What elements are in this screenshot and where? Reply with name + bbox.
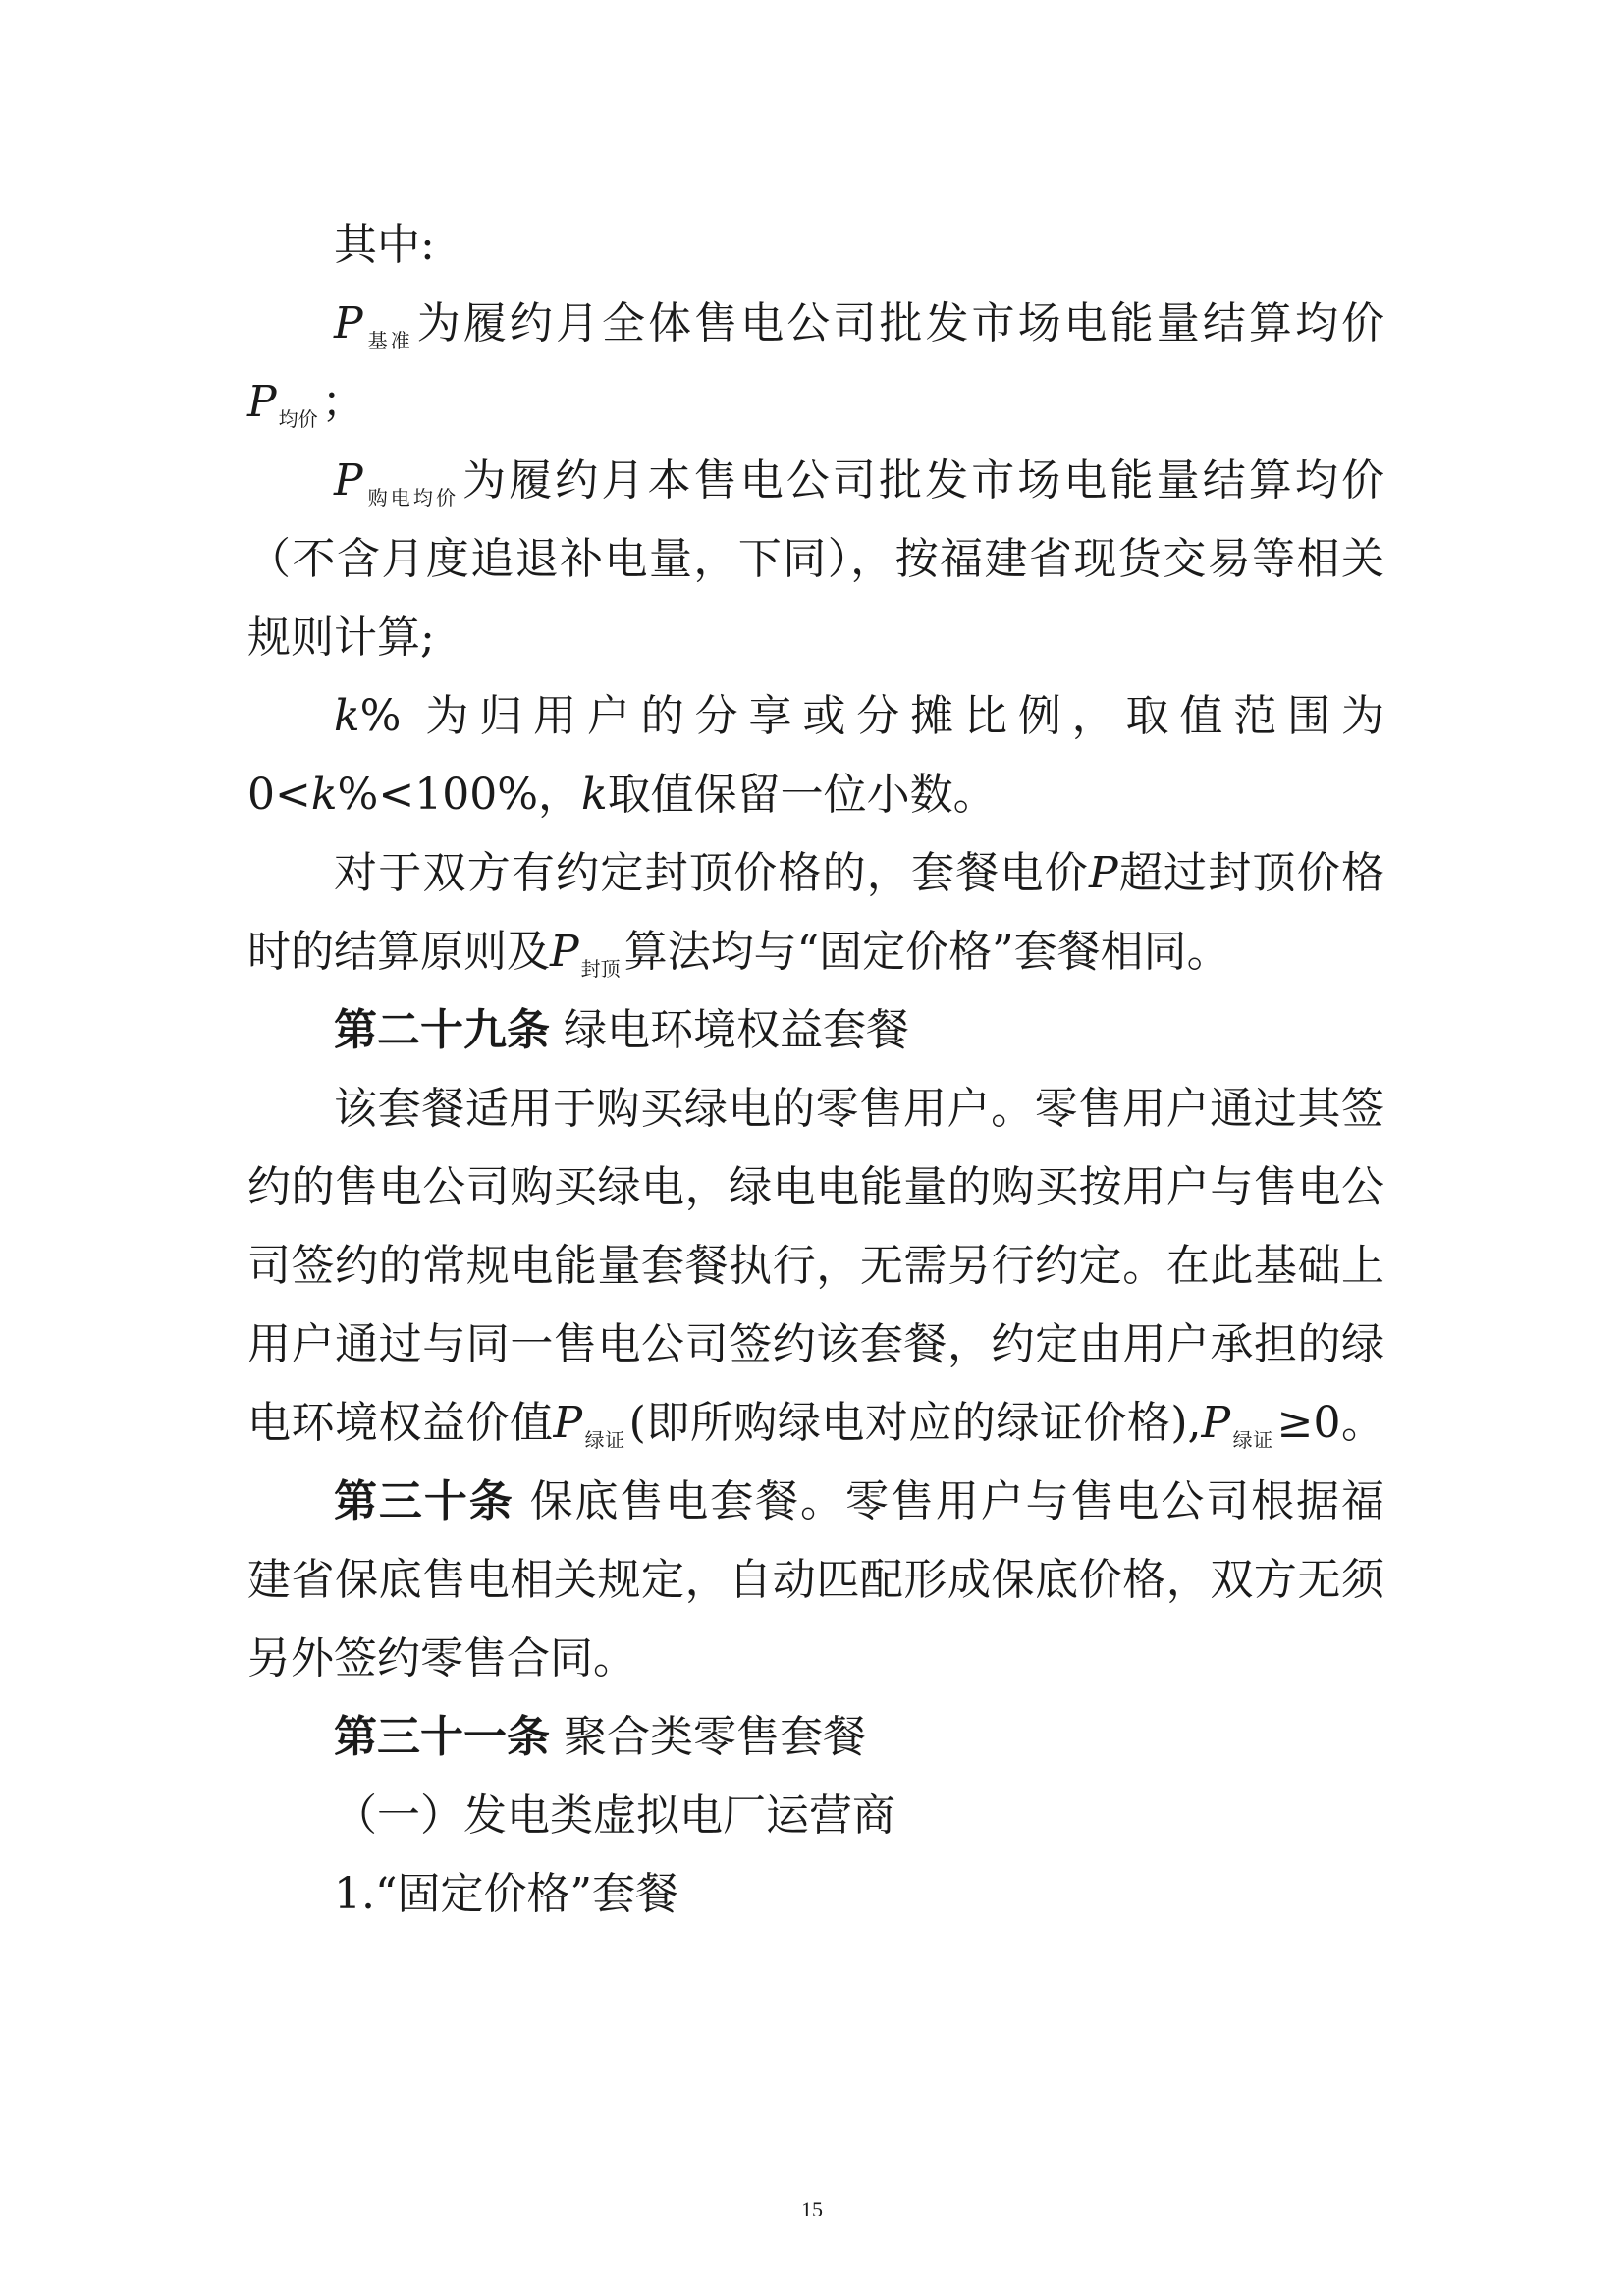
paragraph-line: k% 为归用户的分享或分摊比例，取值范围为: [334, 691, 1384, 741]
section-heading: （一）发电类虚拟电厂运营商: [334, 1790, 895, 1841]
paragraph-line: 另外签约零售合同。: [247, 1633, 636, 1683]
paragraph-line: 约的售电公司购买绿电，绿电电能量的购买按用户与售电公: [247, 1162, 1384, 1212]
article-heading: 第二十九条 绿电环境权益套餐: [334, 1005, 909, 1055]
paragraph-line: 该套餐适用于购买绿电的零售用户。零售用户通过其签: [334, 1084, 1384, 1134]
paragraph-line: P $_{基准}$为履约月全体售电公司批发市场电能量结算均价: [334, 298, 1385, 352]
paragraph-line: （不含月度追退补电量，下同），按福建省现货交易等相关: [247, 534, 1384, 584]
article-heading: 第三十条 保底售电套餐。零售用户与售电公司根据福: [334, 1476, 1384, 1526]
paragraph-line: 用户通过与同一售电公司签约该套餐，约定由用户承担的绿: [247, 1319, 1384, 1369]
paragraph-line: 司签约的常规电能量套餐执行，无需另行约定。在此基础上: [247, 1241, 1384, 1291]
paragraph-line: 其中:: [334, 220, 435, 270]
paragraph-line: 对于双方有约定封顶价格的，套餐电价P超过封顶价格: [334, 848, 1384, 898]
subsection-heading: 1.“固定价格”套餐: [334, 1869, 678, 1919]
paragraph-line: 建省保底售电相关规定，自动匹配形成保底价格，双方无须: [247, 1555, 1384, 1605]
page-number: 15: [801, 2197, 823, 2221]
article-heading: 第三十一条 聚合类零售套餐: [334, 1712, 866, 1762]
paragraph-line: 时的结算原则及P $_{封顶}$算法均与“固定价格”套餐相同。: [247, 927, 1230, 981]
paragraph-line: 规则计算;: [247, 613, 435, 663]
paragraph-line: P $_{均价}$；: [247, 377, 365, 431]
paragraph-line: 0<k%<100%，k取值保留一位小数。: [247, 770, 997, 820]
paragraph-line: 电环境权益价值P $_{绿证}$(即所购绿电对应的绿证价格),P $_{绿证}$≥0。: [247, 1398, 1385, 1452]
paragraph-line: P $_{购电均价}$为履约月本售电公司批发市场电能量结算均价: [334, 455, 1385, 509]
